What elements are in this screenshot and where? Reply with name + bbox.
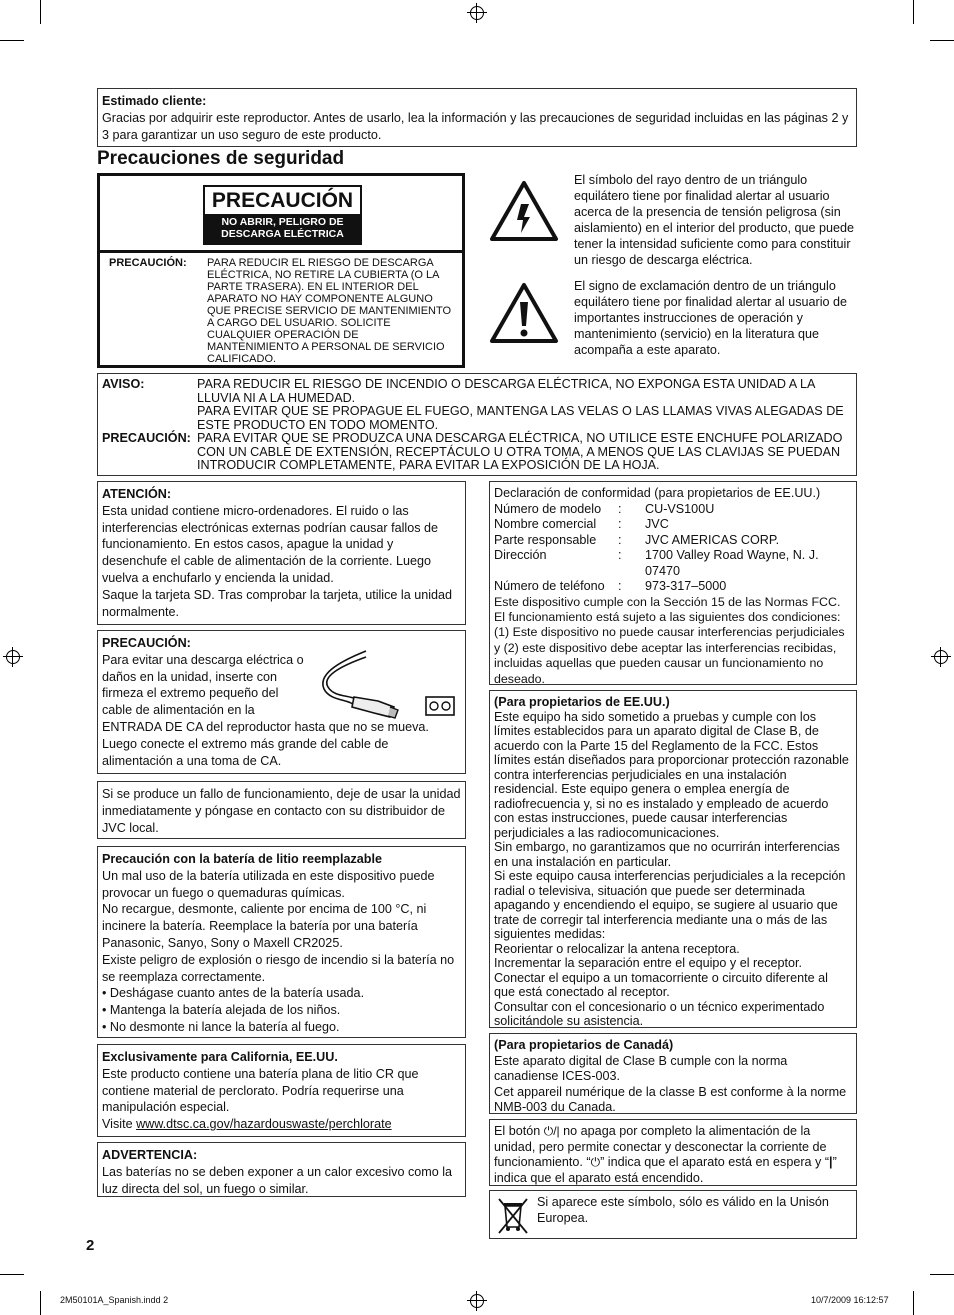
- conformity-row: [494, 548, 852, 579]
- power-box: [489, 1119, 857, 1186]
- canada-text-2: Cet appareil numérique de la classe B est conforme à la norme NMB-003 du Canada.: [494, 1084, 847, 1114]
- fcc-line: Sin embargo, no garantizamos que no ocurrirán interferencias en una instalación en particular.: [494, 840, 840, 869]
- standby-icon: ⏻: [590, 1155, 601, 1169]
- page-heading: Precauciones de seguridad: [97, 148, 345, 169]
- crop-mark: [40, 1291, 41, 1315]
- weee-box: [489, 1190, 857, 1239]
- aviso-text-2: PARA EVITAR QUE SE PROPAGUE EL FUEGO, MANTENGA LAS VELAS O LAS LLAMAS VIVAS ALEGADAS DE ESTE PRODUCTO EN TODO MOMENTO.: [197, 404, 844, 432]
- canada-box: [489, 1033, 857, 1114]
- precaucion-label: PRECAUCIÓN:: [102, 431, 191, 445]
- precaucion-plug-title: PRECAUCIÓN:: [102, 636, 191, 650]
- conformity-row: [494, 579, 852, 595]
- fcc-line: Reorientar o relocalizar la antena receptora.: [494, 941, 740, 956]
- caution-subtitle: NO ABRIR, PELIGRO DE DESCARGA ELÉCTRICA: [205, 214, 360, 243]
- crop-mark: [0, 40, 24, 41]
- canada-text-1: Este aparato digital de Clase B cumple con la norma canadiense ICES-003.: [494, 1053, 788, 1083]
- conformity-separator: :: [618, 501, 622, 516]
- conformity-key: Número de teléfono: [494, 579, 605, 593]
- fcc-line: Conectar el equipo a un tomacorriente o circuito diferente al que está conectado al receptor.: [494, 970, 828, 999]
- intro-text: Gracias por adquirir este reproductor. Antes de usarlo, lea la información y las precauciones de seguridad incluidas en las páginas 2 y 3 para garantizar un uso seguro de este producto.: [102, 110, 849, 142]
- conformity-key: Nombre comercial: [494, 517, 597, 531]
- california-box: [97, 1044, 466, 1137]
- fcc-line: Incrementar la separación entre el equipo y el receptor.: [494, 956, 803, 970]
- caution-label: PRECAUCIÓN:: [109, 257, 187, 269]
- crop-mark: [40, 0, 41, 24]
- fcc-title: (Para propietarios de EE.UU.): [494, 695, 670, 709]
- bateria-line: • No desmonte ni lance la batería al fuego.: [102, 1019, 340, 1034]
- conformity-table: [494, 502, 852, 595]
- atencion-text-2: Saque la tarjeta SD. Tras comprobar la tarjeta, utilice la unidad normalmente.: [102, 587, 453, 619]
- power-text-b: no apaga por completo la alimentación de la unidad, pero permite conectar y desconectar la corriente de funcionamiento. “: [494, 1124, 827, 1169]
- lightning-symbol-text: El símbolo del rayo dentro de un triángulo equilátero tiene por finalidad alertar al usuario acerca de la presencia de tensión peligrosa (sin aislamiento) en el interior del producto, que puede tener la intensidad suficiente como para constituir un riesgo de descarga eléctrica.: [574, 173, 855, 267]
- aviso-text-1: PARA REDUCIR EL RIESGO DE INCENDIO O DESCARGA ELÉCTRICA, NO EXPONGA ESTA UNIDAD A LA LLUVIA NI A LA HUMEDAD.: [197, 377, 815, 405]
- caution-text: PARA REDUCIR EL RIESGO DE DESCARGA ELÉCTRICA, NO RETIRE LA CUBIERTA (O LA PARTE TRASERA). EN EL INTERIOR DEL APARATO NO HAY COMPONENTE ALGUNO QUE PRECISE SERVICIO DE MANTENIMIENTO A CARGO DEL USUARIO. SOLICITE CUALQUIER OPERACIÓN DE MANTENIMIENTO A PERSONAL DE SERVICIO CALIFICADO.: [207, 257, 452, 365]
- fcc-line: Consultar con el concesionario o un técnico experimentado solicitándole su asistencia.: [494, 999, 825, 1028]
- conformity-key: Número de modelo: [494, 501, 602, 516]
- caution-title: PRECAUCIÓN: [211, 189, 354, 212]
- conformity-key: Dirección: [494, 548, 547, 562]
- conformity-separator: :: [618, 579, 622, 593]
- atencion-text-1: Esta unidad contiene micro-ordenadores. El ruido o las interferencias electrónicas externas podrían causar fallos de funcionamiento. En estos casos, apague la unidad y desenchufe el cable de alimentación de la corriente. Luego vuelva a enchufarlo y encienda la unidad.: [102, 503, 439, 585]
- crop-mark: [0, 1274, 24, 1275]
- crop-mark: [930, 1274, 954, 1275]
- precaucion-plug-box: [97, 630, 466, 774]
- conformity-value: JVC: [645, 517, 669, 531]
- precaucion-text: PARA EVITAR QUE SE PRODUZCA UNA DESCARGA ELÉCTRICA, NO UTILICE ESTE ENCHUFE POLARIZADO CON UN CABLE DE EXTENSIÓN, RECEPTÁCULO U OTRA TOMA, A MENOS QUE LAS CLAVIJAS SE PUEDAN INTRODUCIR COMPLETAMENTE, PARA EVITAR LA EXPOSICIÓN DE LA HOJA.: [197, 431, 843, 472]
- exclamation-warning-icon: [489, 282, 559, 344]
- california-visit: Visite: [102, 1117, 137, 1132]
- bateria-line: Existe peligro de explosión o riesgo de incendio si la batería no se reemplaza correctamente.: [102, 952, 455, 984]
- atencion-title: ATENCIÓN:: [102, 487, 172, 501]
- california-title: Exclusivamente para California, EE.UU.: [102, 1050, 338, 1064]
- crop-mark: [913, 1291, 914, 1315]
- page-number: 2: [86, 1237, 95, 1254]
- bateria-line: Un mal uso de la batería utilizada en este dispositivo puede provocar un fuego o quemaduras químicas.: [102, 868, 435, 900]
- lightning-warning-icon: [489, 180, 559, 242]
- caution-badge: [203, 185, 362, 245]
- bateria-line: No recargue, desmonte, caliente por encima de 100 °C, ni incinere la batería. Reemplace la batería por una batería Panasonic, Sanyo, Sony o Maxell CR2025.: [102, 902, 427, 950]
- conformity-title: Declaración de conformidad (para propietarios de EE.UU.): [494, 486, 821, 500]
- advertencia-box: [97, 1142, 466, 1197]
- footer-file: 2M50101A_Spanish.indd 2: [60, 1295, 169, 1305]
- conformity-separator: :: [618, 548, 622, 562]
- weee-text: Si aparece este símbolo, sólo es válido en la Unisón Europea.: [537, 1195, 829, 1225]
- conformity-key: Parte responsable: [494, 532, 597, 547]
- bateria-line: • Deshágase cuanto antes de la batería usada.: [102, 986, 365, 1001]
- precaucion-plug-text-1: Para evitar una descarga eléctrica o daños en la unidad, inserte con firmeza el extremo pequeño del cable de alimentación en la: [102, 652, 304, 718]
- caution-label-box: [97, 173, 465, 368]
- aviso-label: AVISO:: [102, 377, 145, 391]
- power-text-d: ” indica que el aparato está encendido.: [494, 1155, 837, 1185]
- perchlorate-link[interactable]: www.dtsc.ca.gov/hazardouswaste/perchlorate: [136, 1117, 392, 1132]
- registration-mark-icon: [470, 6, 484, 20]
- exclamation-symbol-text: El signo de exclamación dentro de un triángulo equilátero tiene por finalidad alertar al usuario de importantes instrucciones de operación y mantenimiento (servicio) en la literatura que acompaña a este aparato.: [574, 279, 848, 357]
- crop-mark: [913, 0, 914, 24]
- registration-mark-icon: [6, 650, 20, 664]
- power-on-icon: |: [829, 1155, 833, 1169]
- conformity-box: [489, 481, 857, 685]
- advertencia-text: Las baterías no se deben exponer a un calor excesivo como la luz directa del sol, un fuego o similar.: [102, 1164, 453, 1196]
- intro-box: [97, 88, 857, 147]
- conformity-row: [494, 517, 852, 533]
- bateria-line: • Mantenga la batería alejada de los niños.: [102, 1003, 341, 1018]
- footer-date: 10/7/2009 16:12:57: [811, 1295, 889, 1305]
- standby-on-icon: ⏻/|: [543, 1124, 560, 1138]
- conformity-value: 1700 Valley Road Wayne, N. J. 07470: [645, 548, 819, 578]
- conformity-value: 973-317–5000: [645, 579, 727, 593]
- bateria-box: [97, 846, 466, 1038]
- crop-mark: [930, 40, 954, 41]
- conformity-row: [494, 533, 852, 549]
- conformity-text: Este dispositivo cumple con la Sección 15 de las Normas FCC. El funcionamiento está sujeto a las siguientes dos condiciones: (1) Este dispositivo no puede causar interferencias perjudiciales y (2) este dispositivo debe aceptar las interferencias recibidas, incluidas aquellas que pueden causar un funcionamiento no deseado.: [494, 594, 845, 686]
- fcc-line: Este equipo ha sido sometido a pruebas y cumple con los límites establecidos para un aparato digital de Clase B, de acuerdo con la Parte 15 del Reglamento de la FCC. Estos límites están diseñados para proporcionar protección razonable contra interferencias perjudiciales en una instalación residencial. Este equipo genera o emplea energía de radiofrecuencia y, si no es instalado y empleado de acuerdo con estas instrucciones, puede causar interferencias perjudiciales a las radiocomunicaciones.: [494, 709, 849, 840]
- power-text-c: ” indica que el aparato está en espera y “: [600, 1155, 830, 1169]
- conformity-separator: :: [618, 517, 622, 531]
- weee-bin-icon: [495, 1195, 531, 1235]
- california-text: Este producto contiene una batería plana de litio CR que contiene material de perclorato. Podría requerirse una manipulación especial.: [102, 1066, 419, 1115]
- conformity-separator: :: [618, 532, 622, 547]
- power-cord-icon: [318, 647, 463, 719]
- conformity-value: CU-VS100U: [645, 501, 715, 516]
- conformity-value: JVC AMERICAS CORP.: [645, 532, 780, 547]
- caution-header: [100, 176, 462, 253]
- fcc-box: [489, 690, 857, 1028]
- registration-mark-icon: [934, 650, 948, 664]
- conformity-row: [494, 502, 852, 518]
- intro-title: Estimado cliente:: [102, 94, 207, 108]
- fallo-box: [97, 781, 466, 839]
- bateria-title: Precaución con la batería de litio reemplazable: [102, 852, 382, 866]
- atencion-box: [97, 481, 466, 625]
- canada-title: (Para propietarios de Canadá): [494, 1038, 674, 1052]
- registration-mark-icon: [470, 1294, 484, 1308]
- warnings-box: [97, 373, 857, 476]
- power-text-a: El botón: [494, 1124, 544, 1138]
- fallo-text: Si se produce un fallo de funcionamiento, deje de usar la unidad inmediatamente y póngase en contacto con su distribuidor de JVC local.: [102, 787, 461, 835]
- precaucion-plug-text-2: ENTRADA DE CA del reproductor hasta que no se mueva. Luego conecte el extremo más grande del cable de alimentación a una toma de CA.: [102, 719, 429, 768]
- advertencia-title: ADVERTENCIA:: [102, 1148, 198, 1162]
- fcc-line: Si este equipo causa interferencias perjudiciales a la recepción radial o televisiva, situación que puede ser determinada apagando y encendiendo el equipo, se sugiere al usuario que trate de corregir tal interferencia mediante una o más de las siguientes medidas:: [494, 869, 846, 941]
